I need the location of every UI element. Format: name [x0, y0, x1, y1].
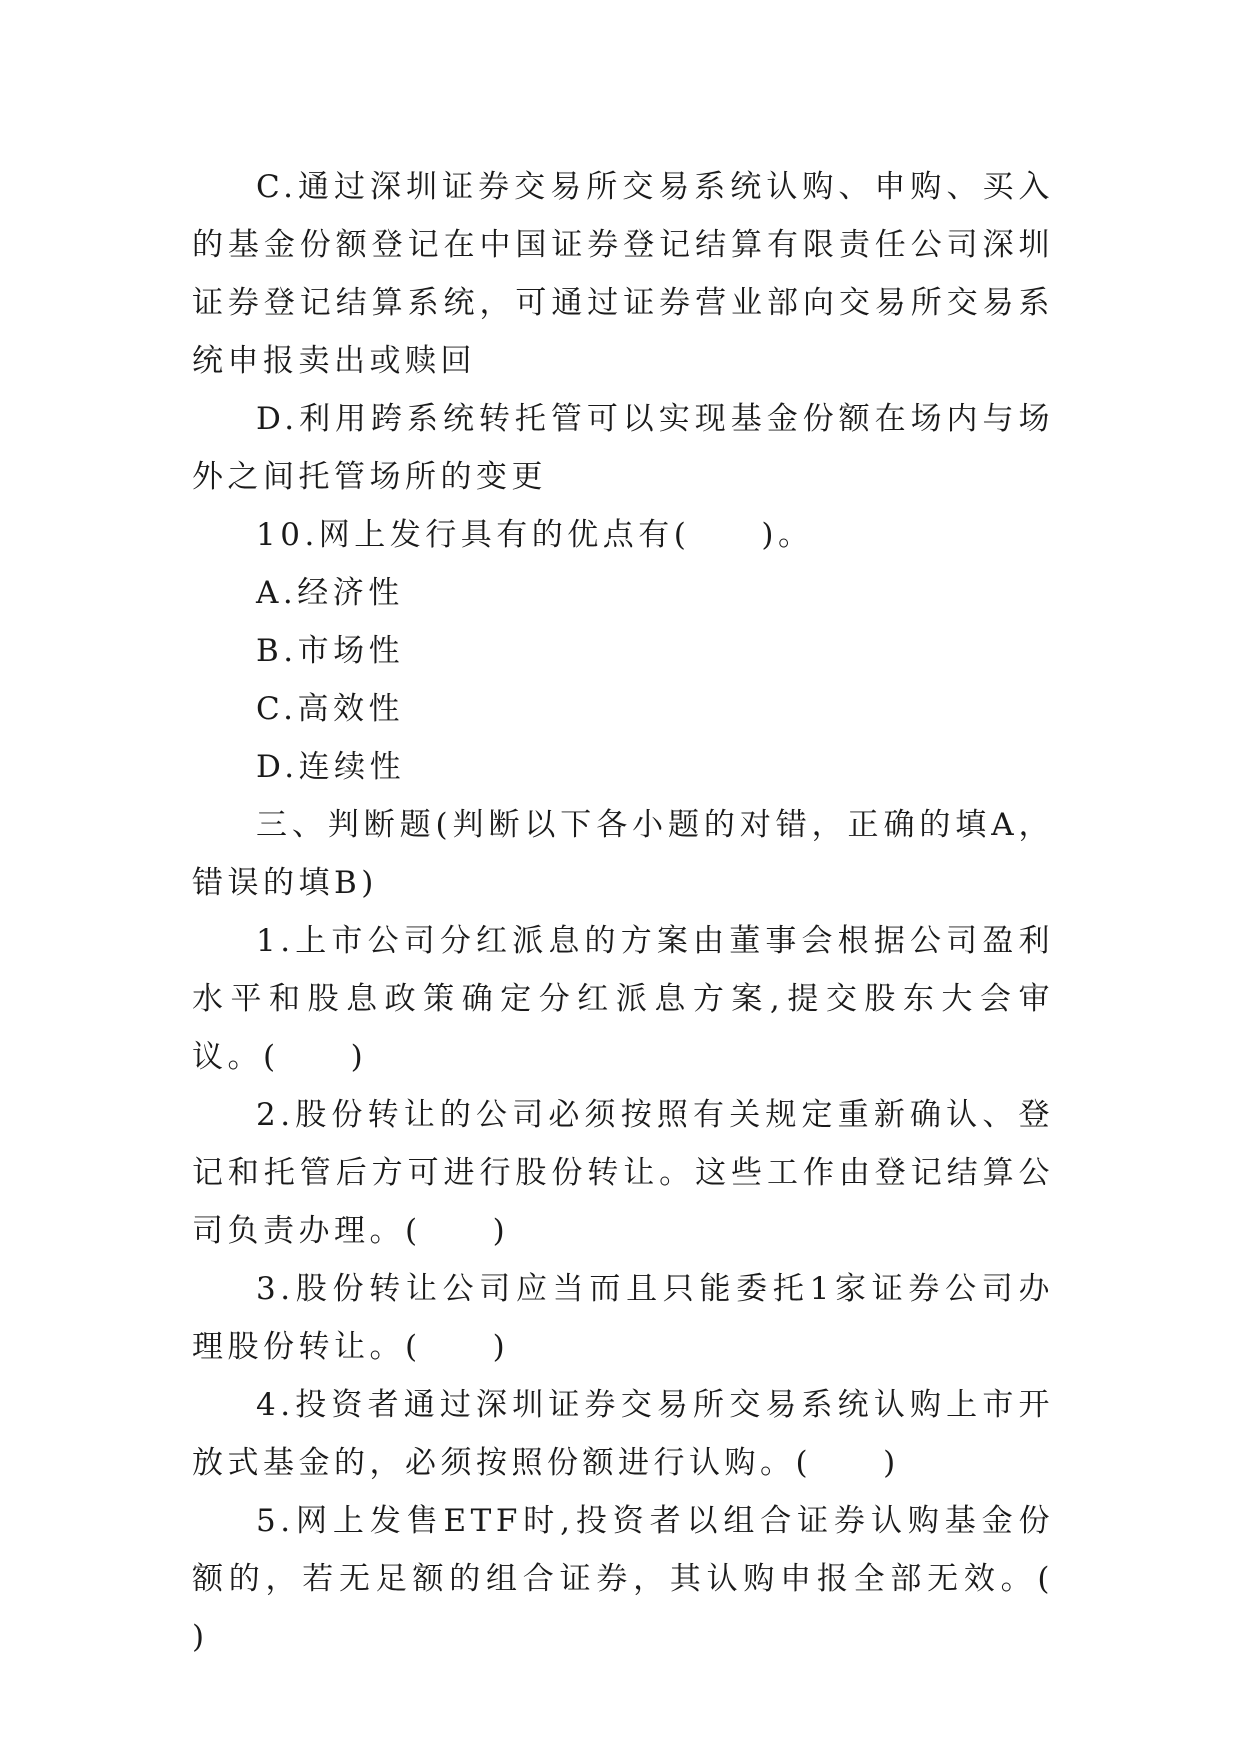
- question-10: 10.网上发行具有的优点有( )。: [256, 517, 814, 553]
- tf-question-2: 2.股份转让的公司必须按照有关规定重新确认、登记和托管后方可进行股份转让。这些工作由登记结算公司负责办理。( ): [192, 1097, 1054, 1249]
- option-d-paragraph: D.利用跨系统转托管可以实现基金份额在场内与场外之间托管场所的变更: [192, 401, 1054, 495]
- option-c-paragraph: C.通过深圳证券交易所交易系统认购、申购、买入的基金份额登记在中国证券登记结算有限责任公司深圳证券登记结算系统，可通过证券营业部向交易所交易系统申报卖出或赎回: [192, 169, 1054, 379]
- question-10-option-c: C.高效性: [256, 691, 404, 727]
- question-10-option-d: D.连续性: [256, 749, 406, 785]
- tf-question-5: 5.网上发售ETF时,投资者以组合证券认购基金份额的，若无足额的组合证券，其认购申报全部无效。( ): [192, 1503, 1125, 1655]
- tf-question-4: 4.投资者通过深圳证券交易所交易系统认购上市开放式基金的，必须按照份额进行认购。( ): [192, 1387, 1054, 1481]
- tf-question-1: 1.上市公司分红派息的方案由董事会根据公司盈利水平和股息政策确定分红派息方案,提交股东大会审议。( ): [192, 923, 1054, 1075]
- document-page: [192, 158, 1125, 1666]
- question-10-option-a: A.经济性: [256, 575, 404, 611]
- question-10-option-b: B.市场性: [256, 633, 405, 669]
- section-heading-true-false: 三、判断题(判断以下各小题的对错，正确的填A，错误的填B): [192, 807, 1054, 901]
- tf-question-3: 3.股份转让公司应当而且只能委托1家证券公司办理股份转让。( ): [192, 1271, 1054, 1365]
